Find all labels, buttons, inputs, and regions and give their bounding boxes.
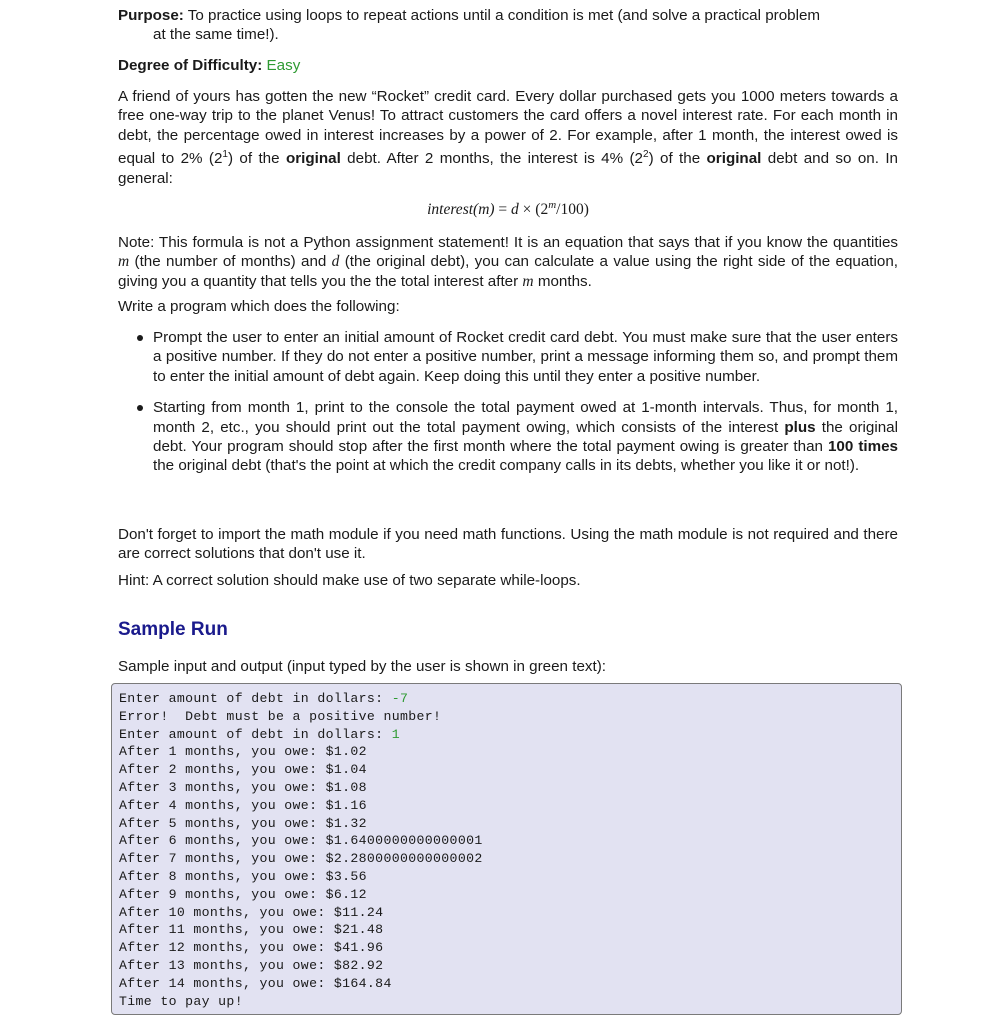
- intro-bold-original-2: original: [706, 150, 762, 168]
- console-line: [119, 797, 901, 815]
- requirement-item-2: [118, 398, 898, 476]
- note-paragraph: [118, 233, 898, 291]
- console-output-text: After 1 months, you owe: $1.02: [119, 744, 367, 760]
- purpose-paragraph: [118, 6, 898, 45]
- console-line: [119, 726, 901, 744]
- math-module-paragraph: Don't forget to import the math module if you need math functions. Using the math module is not required and there are correct solutions that don't use it.: [118, 526, 898, 563]
- intro-text-1: A friend of yours has gotten the new “Rocket” credit card. Every dollar purchased gets you 1000 meters towards a free one-way trip to the planet Venus! To attract customers the card offers a novel interest rate. For each month in debt, the percentage owed in interest increases by a power of 2. For example, after 1 month, the interest owed is equal to 2% (2: [118, 88, 898, 168]
- requirement-2-text-1: Starting from month 1, print to the console the total payment owed at 1-month intervals. Thus, for month 1, month 2, etc., you should print out the total payment owing, which consists of the interest: [153, 399, 898, 436]
- console-line: [119, 832, 901, 850]
- console-output-text: After 12 months, you owe: $41.96: [119, 940, 384, 956]
- console-line: [119, 779, 901, 797]
- console-output-text: Time to pay up!: [119, 993, 243, 1009]
- console-line: [119, 904, 901, 922]
- console-output-text: After 3 months, you owe: $1.08: [119, 779, 367, 795]
- purpose-label: Purpose:: [118, 7, 184, 24]
- console-line: [119, 868, 901, 886]
- console-line: [119, 761, 901, 779]
- console-output-text: Enter amount of debt in dollars:: [119, 726, 392, 742]
- interest-formula: [118, 199, 898, 219]
- console-line: [119, 815, 901, 833]
- difficulty-value: Easy: [266, 57, 301, 74]
- requirement-2-bold-plus: plus: [784, 418, 816, 436]
- console-line: [119, 921, 901, 939]
- requirement-item-1: Prompt the user to enter an initial amount of Rocket credit card debt. You must make sure that the user enters a positive number. If they do not enter a positive number, print a message informing them so, and prompt them to enter the initial amount of debt again. Keep doing this until they enter a positive number.: [118, 328, 898, 386]
- formula-exponent-m: m: [548, 199, 557, 211]
- console-output-text: After 7 months, you owe: $2.2800000000000002: [119, 851, 483, 867]
- intro-text-5: debt and so on. In general:: [118, 150, 898, 187]
- write-program-line: Write a program which does the following:: [118, 298, 400, 315]
- console-line: [119, 886, 901, 904]
- note-text-1: Note: This formula is not a Python assignment statement! It is an equation that says that if you know the quantities: [118, 234, 898, 251]
- note-var-m-2: m: [522, 272, 534, 290]
- note-var-m: m: [118, 253, 130, 271]
- formula-lhs: interest(m): [427, 201, 495, 219]
- intro-text-2: ) of the: [227, 150, 286, 168]
- console-line: [119, 957, 901, 975]
- console-line: [119, 993, 901, 1011]
- console-output-text: After 9 months, you owe: $6.12: [119, 886, 367, 902]
- intro-paragraph: [118, 87, 898, 188]
- intro-bold-original-1: original: [285, 150, 341, 168]
- console-output-text: After 6 months, you owe: $1.6400000000000001: [119, 833, 483, 849]
- console-output-text: After 2 months, you owe: $1.04: [119, 762, 367, 778]
- console-user-input: 1: [391, 726, 400, 742]
- console-output-text: After 11 months, you owe: $21.48: [119, 922, 384, 938]
- console-line: [119, 850, 901, 868]
- console-output-text: After 4 months, you owe: $1.16: [119, 797, 367, 813]
- sample-run-heading: Sample Run: [118, 619, 228, 640]
- requirement-2-text-3: the original debt (that's the point at which the credit company calls in its debts, whether you like it or not!).: [153, 457, 860, 475]
- console-line: [119, 743, 901, 761]
- formula-times: × (2: [518, 201, 549, 219]
- console-line: [119, 939, 901, 957]
- console-output-text: After 10 months, you owe: $11.24: [119, 904, 384, 920]
- purpose-text-line2: at the same time!).: [153, 26, 279, 44]
- formula-equals: =: [494, 201, 512, 219]
- difficulty-line: [118, 56, 300, 75]
- console-output-text: After 5 months, you owe: $1.32: [119, 815, 367, 831]
- console-output-text: After 8 months, you owe: $3.56: [119, 868, 367, 884]
- hint-paragraph: Hint: A correct solution should make use of two separate while-loops.: [118, 572, 581, 589]
- console-output-text: After 13 months, you owe: $82.92: [119, 957, 384, 973]
- console-user-input: -7: [391, 691, 409, 706]
- console-output-text: Enter amount of debt in dollars:: [119, 691, 392, 706]
- purpose-text-line1: To practice using loops to repeat actions until a condition is met (and solve a practical problem: [183, 7, 821, 24]
- requirement-2-bold-100-times: 100 times: [827, 438, 898, 456]
- console-line: [119, 690, 901, 708]
- difficulty-label: Degree of Difficulty:: [118, 57, 263, 74]
- console-line: [119, 708, 901, 726]
- note-text-3: (the original debt), you can calculate a value using the right side of the equation, giving you a quantity that tells you the the total interest after: [118, 253, 898, 290]
- intro-sup-2: 2: [643, 149, 649, 161]
- console-output-text: After 14 months, you owe: $164.84: [119, 975, 392, 991]
- intro-sup-1: 1: [222, 149, 228, 161]
- requirements-list: [118, 328, 898, 476]
- sample-run-intro: Sample input and output (input typed by the user is shown in green text):: [118, 658, 606, 675]
- formula-d: d: [511, 201, 519, 219]
- formula-rest: /100): [556, 201, 589, 219]
- formula-exponent: [548, 199, 556, 211]
- requirement-2-text-2: the original debt. Your program should stop after the first month where the total payment owing is greater than: [153, 418, 898, 456]
- sample-console-output: [111, 683, 902, 1015]
- note-text-4: months.: [533, 272, 592, 290]
- console-line: [119, 975, 901, 993]
- intro-text-3: debt. After 2 months, the interest is 4% (2: [340, 150, 643, 168]
- console-output-text: Error! Debt must be a positive number!: [119, 708, 442, 724]
- note-text-2: (the number of months) and: [129, 253, 332, 271]
- intro-text-4: ) of the: [648, 150, 707, 168]
- note-var-d: d: [331, 253, 340, 271]
